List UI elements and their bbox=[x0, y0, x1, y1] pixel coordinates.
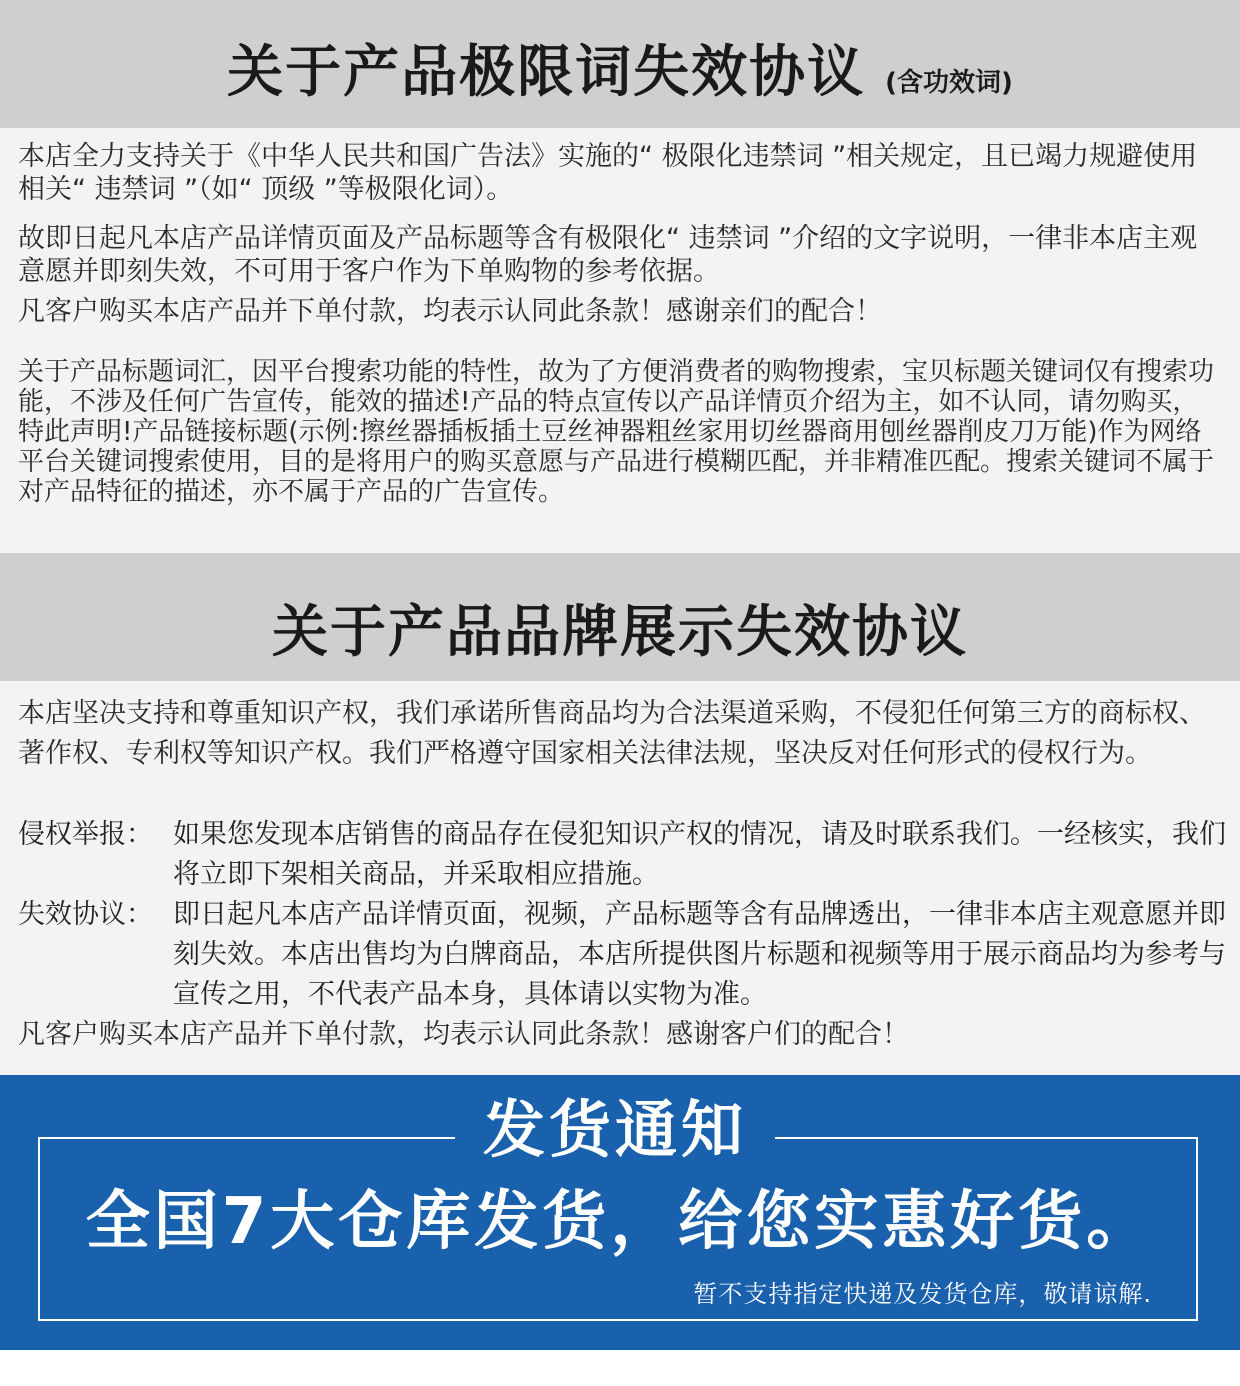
section1-paragraph-1: 本店全力支持关于《中华人民共和国广告法》实施的“ 极限化违禁词 ”相关规定，且已竭力规避使用相关“ 违禁词 ”（如“ 顶级 ”等极限化词）。 bbox=[18, 141, 1198, 205]
frame-top-left-line bbox=[38, 1137, 455, 1139]
invalidation-agreement-label: 失效协议： bbox=[18, 899, 153, 930]
invalidation-agreement-text: 即日起凡本店产品详情页面，视频，产品标题等含有品牌透出，一律非本店主观意愿并即刻失效。本店出售均为白牌商品，本店所提供图片标题和视频等用于展示商品均为参考与宣传之用，不代表产品本身，具体请以实物为准。 bbox=[173, 899, 1226, 1010]
section1-title-note: (含功效词) bbox=[885, 68, 1013, 98]
section2-intro: 本店坚决支持和尊重知识产权，我们承诺所售商品均为合法渠道采购，不侵犯任何第三方的商标权、著作权、专利权等知识产权。我们严格遵守国家相关法律法规，坚决反对任何形式的侵权行为。 bbox=[18, 698, 1206, 769]
section1-title bbox=[0, 28, 1240, 108]
infringement-report-text: 如果您发现本店销售的商品存在侵犯知识产权的情况，请及时联系我们。一经核实，我们将立即下架相关商品，并采取相应措施。 bbox=[173, 819, 1226, 890]
section1-paragraph-3: 凡客户购买本店产品并下单付款，均表示认同此条款！感谢亲们的配合！ bbox=[18, 296, 882, 327]
section1-paragraph-4: 关于产品标题词汇，因平台搜索功能的特性，故为了方便消费者的购物搜索，宝贝标题关键词仅有搜索功能，不涉及任何广告宣传，能效的描述!产品的特点宣传以产品详情页介绍为主，如不认同，请勿购买，特此声明!产品链接标题(示例:擦丝器插板插土豆丝神器粗丝家用切丝器商用刨丝器削皮刀万能)作为网络平台关键词搜索使用，目的是将用户的购买意愿与产品进行模糊匹配，并非精准匹配。搜索关键词不属于对产品特征的描述，亦不属于产品的广告宣传。 bbox=[18, 357, 1215, 507]
shipping-headline: 全国7大仓库发货，给您实惠好货。 bbox=[85, 1185, 1155, 1259]
section2-closing: 凡客户购买本店产品并下单付款，均表示认同此条款！感谢客户们的配合！ bbox=[18, 1019, 909, 1050]
frame-top-right-line bbox=[775, 1137, 1198, 1139]
shipping-notice-title: 发货通知 bbox=[482, 1093, 747, 1166]
infringement-report-label: 侵权举报： bbox=[18, 819, 153, 850]
shipping-note: 暂不支持指定快递及发货仓库，敬请谅解. bbox=[693, 1280, 1152, 1308]
section1-title-text: 关于产品极限词失效协议 bbox=[227, 40, 866, 105]
section1-paragraph-2: 故即日起凡本店产品详情页面及产品标题等含有极限化“ 违禁词 ”介绍的文字说明，一律非本店主观意愿并即刻失效，不可用于客户作为下单购物的参考依据。 bbox=[18, 223, 1198, 287]
section2-title: 关于产品品牌展示失效协议 bbox=[272, 600, 968, 665]
